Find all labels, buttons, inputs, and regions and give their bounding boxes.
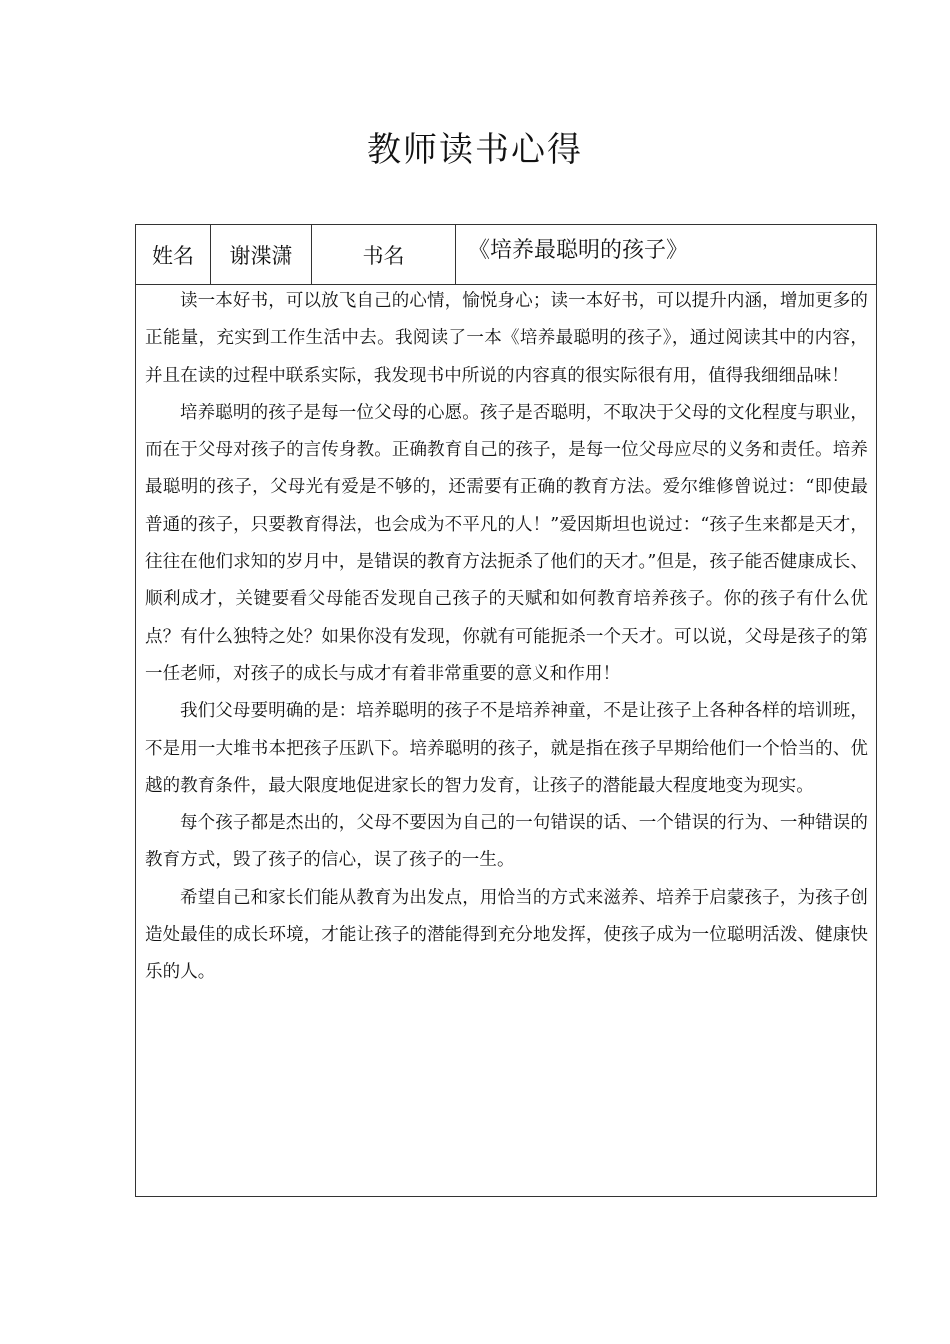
name-label: 姓名 — [136, 225, 211, 284]
paragraph: 每个孩子都是杰出的，父母不要因为自己的一句错误的话、一个错误的行为、一种错误的教育方式，毁了孩子的信心，误了孩子的一生。 — [145, 813, 868, 871]
reading-notes-form — [135, 224, 877, 1197]
book-title-value: 《培养最聪明的孩子》 — [468, 238, 689, 263]
book-title-label: 书名 — [312, 225, 456, 284]
name-value: 谢渫潇 — [211, 225, 312, 284]
paragraph: 读一本好书，可以放飞自己的心情，愉悦身心；读一本好书，可以提升内涵，增加更多的正能量，充实到工作生活中去。我阅读了一本《培养最聪明的孩子》，通过阅读其中的内容，并且在读的过程中联系实际，我发现书中所说的内容真的很实际很有用，值得我细细品味！ — [145, 291, 868, 386]
reflection-body — [136, 285, 876, 992]
form-header-row — [136, 225, 876, 285]
paragraph: 我们父母要明确的是：培养聪明的孩子不是培养神童，不是让孩子上各种各样的培训班，不是用一大堆书本把孩子压趴下。培养聪明的孩子，就是指在孩子早期给他们一个恰当的、优越的教育条件，最大限度地促进家长的智力发育，让孩子的潜能最大程度地变为现实。 — [145, 701, 868, 796]
paragraph: 培养聪明的孩子是每一位父母的心愿。孩子是否聪明，不取决于父母的文化程度与职业，而在于父母对孩子的言传身教。正确教育自己的孩子，是每一位父母应尽的义务和责任。培养最聪明的孩子，父母光有爱是不够的，还需要有正确的教育方法。爱尔维修曾说过：“即使最普通的孩子，只要教育得法，也会成为不平凡的人！”爱因斯坦也说过：“孩子生来都是天才，往往在他们求知的岁月中，是错误的教育方法扼杀了他们的天才。”但是，孩子能否健康成长、顺利成才，关键要看父母能否发现自己孩子的天赋和如何教育培养孩子。你的孩子有什么优点？有什么独特之处？如果你没有发现，你就有可能扼杀一个天才。可以说，父母是孩子的第一任老师，对孩子的成长与成才有着非常重要的意义和作用！ — [145, 402, 868, 684]
page-title: 教师读书心得 — [367, 130, 583, 170]
paragraph: 希望自己和家长们能从教育为出发点，用恰当的方式来滋养、培养于启蒙孩子，为孩子创造处最佳的成长环境，才能让孩子的潜能得到充分地发挥，使孩子成为一位聪明活泼、健康快乐的人。 — [145, 887, 868, 983]
